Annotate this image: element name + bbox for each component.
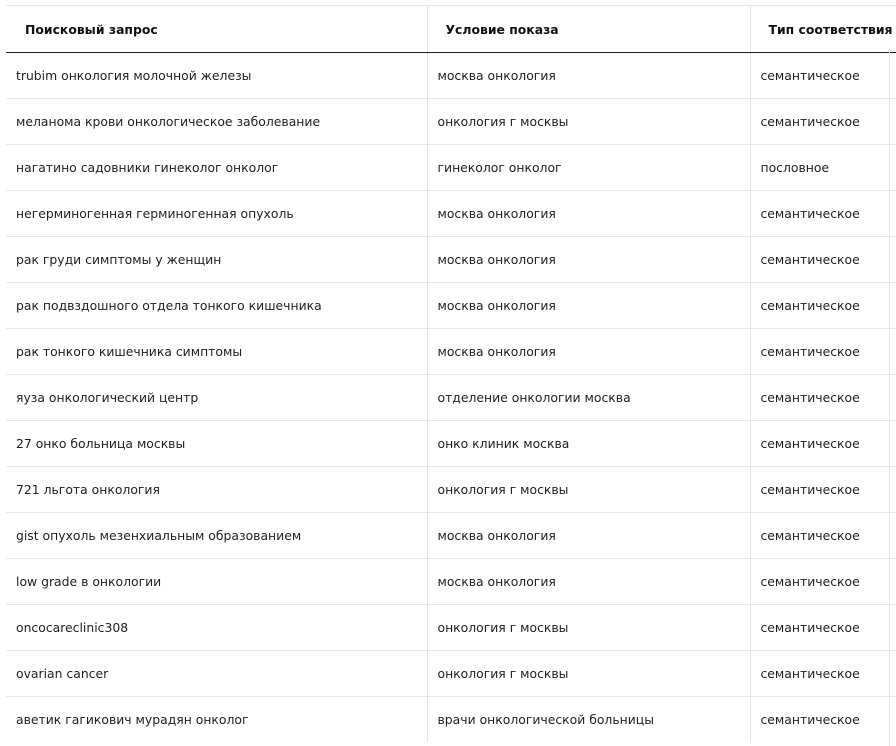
cell-search-query: яуза онкологический центр: [6, 375, 427, 421]
table-row[interactable]: [6, 421, 896, 467]
cell-display-condition: онко клиник москва: [427, 421, 750, 467]
table-row[interactable]: [6, 329, 896, 375]
cell-match-type: семантическое: [750, 329, 896, 375]
cell-match-type: пословное: [750, 145, 896, 191]
table-body: [6, 53, 896, 743]
cell-match-type: семантическое: [750, 53, 896, 99]
cell-match-type: семантическое: [750, 513, 896, 559]
table-row[interactable]: [6, 191, 896, 237]
cell-match-type: семантическое: [750, 375, 896, 421]
cell-display-condition: врачи онкологической больницы: [427, 697, 750, 743]
cell-match-type: семантическое: [750, 559, 896, 605]
cell-search-query: ovarian cancer: [6, 651, 427, 697]
column-header-display-condition[interactable]: Условие показа: [427, 6, 750, 53]
cell-display-condition: москва онкология: [427, 53, 750, 99]
cell-display-condition: москва онкология: [427, 513, 750, 559]
table-row[interactable]: [6, 467, 896, 513]
cell-display-condition: онкология г москвы: [427, 99, 750, 145]
table-row[interactable]: [6, 697, 896, 743]
cell-search-query: oncocareclinic308: [6, 605, 427, 651]
cell-match-type: семантическое: [750, 237, 896, 283]
cell-display-condition: москва онкология: [427, 329, 750, 375]
cell-display-condition: отделение онкологии москва: [427, 375, 750, 421]
cell-match-type: семантическое: [750, 467, 896, 513]
cell-display-condition: москва онкология: [427, 237, 750, 283]
cell-match-type: семантическое: [750, 651, 896, 697]
table-row[interactable]: [6, 237, 896, 283]
cell-display-condition: онкология г москвы: [427, 651, 750, 697]
table-row[interactable]: [6, 145, 896, 191]
column-header-match-type[interactable]: Тип соответствия: [750, 6, 896, 53]
cell-search-query: рак подвздошного отдела тонкого кишечника: [6, 283, 427, 329]
cell-search-query: low grade в онкологии: [6, 559, 427, 605]
cell-search-query: нагатино садовники гинеколог онколог: [6, 145, 427, 191]
cell-search-query: рак груди симптомы у женщин: [6, 237, 427, 283]
cell-display-condition: москва онкология: [427, 283, 750, 329]
cell-match-type: семантическое: [750, 605, 896, 651]
cell-match-type: семантическое: [750, 99, 896, 145]
cell-search-query: 27 онко больница москвы: [6, 421, 427, 467]
cell-match-type: семантическое: [750, 421, 896, 467]
table-right-divider: [889, 52, 890, 746]
table-row[interactable]: [6, 559, 896, 605]
cell-search-query: негерминогенная герминогенная опухоль: [6, 191, 427, 237]
table-row[interactable]: [6, 283, 896, 329]
table-row[interactable]: [6, 605, 896, 651]
cell-match-type: семантическое: [750, 283, 896, 329]
cell-display-condition: москва онкология: [427, 191, 750, 237]
table-row[interactable]: [6, 651, 896, 697]
cell-search-query: gist опухоль мезенхиальным образованием: [6, 513, 427, 559]
search-queries-table: [6, 5, 896, 742]
table-row[interactable]: [6, 513, 896, 559]
cell-search-query: меланома крови онкологическое заболевание: [6, 99, 427, 145]
cell-search-query: аветик гагикович мурадян онколог: [6, 697, 427, 743]
table-header: [6, 6, 896, 53]
cell-display-condition: москва онкология: [427, 559, 750, 605]
table-row[interactable]: [6, 99, 896, 145]
cell-match-type: семантическое: [750, 191, 896, 237]
column-header-search-query[interactable]: Поисковый запрос: [6, 6, 427, 53]
cell-search-query: рак тонкого кишечника симптомы: [6, 329, 427, 375]
cell-search-query: 721 льгота онкология: [6, 467, 427, 513]
cell-display-condition: гинеколог онколог: [427, 145, 750, 191]
table-header-row: [6, 6, 896, 53]
cell-display-condition: онкология г москвы: [427, 605, 750, 651]
cell-display-condition: онкология г москвы: [427, 467, 750, 513]
table-row[interactable]: [6, 53, 896, 99]
table-row[interactable]: [6, 375, 896, 421]
cell-match-type: семантическое: [760, 712, 860, 727]
cell-search-query: trubim онкология молочной железы: [6, 53, 427, 99]
